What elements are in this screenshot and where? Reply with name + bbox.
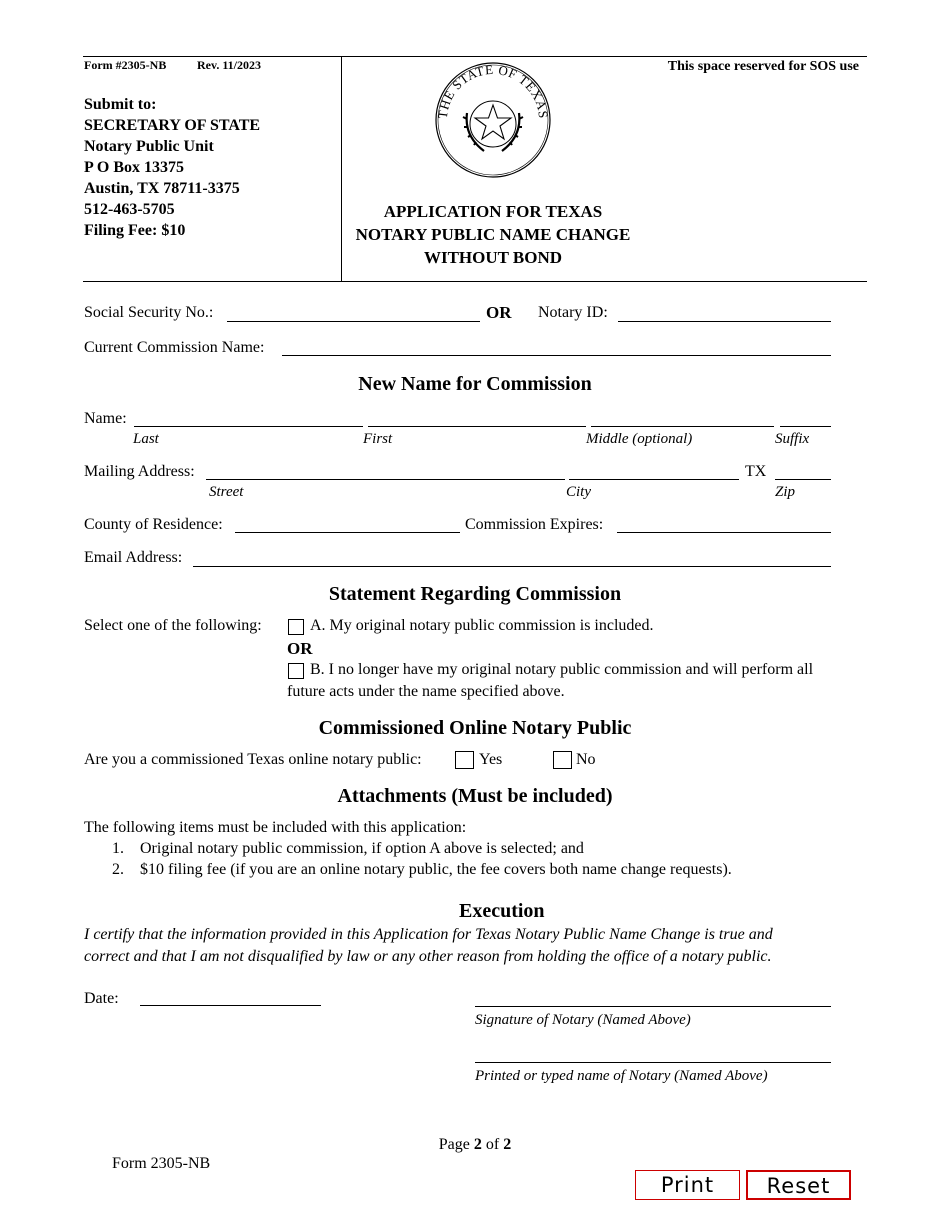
email-input[interactable]	[193, 566, 831, 567]
print-button[interactable]: Print	[635, 1170, 740, 1200]
online-yes-checkbox[interactable]	[455, 751, 474, 769]
current-name-input[interactable]	[282, 355, 831, 356]
page-number: 2	[473, 1136, 482, 1153]
certification-line-1: I certify that the information provided in this Application for Texas Notary Public Name Change is true and	[84, 926, 773, 943]
county-label: County of Residence:	[84, 516, 223, 533]
phone: 512-463-5705	[84, 201, 175, 218]
ssn-input[interactable]	[227, 321, 480, 322]
street-input[interactable]	[206, 479, 565, 480]
sos-name: SECRETARY OF STATE	[84, 117, 261, 134]
page-indicator	[0, 1136, 950, 1154]
online-no-checkbox[interactable]	[553, 751, 572, 769]
first-name-input[interactable]	[368, 426, 586, 427]
statement-heading: Statement Regarding Commission	[328, 583, 622, 605]
zip-input[interactable]	[775, 479, 831, 480]
notary-id-label: Notary ID:	[538, 304, 608, 321]
texas-state-seal	[434, 61, 552, 179]
city-input[interactable]	[569, 479, 739, 480]
last-name-input[interactable]	[134, 426, 363, 427]
title-line-2: NOTARY PUBLIC NAME CHANGE	[355, 225, 631, 244]
middle-name-input[interactable]	[591, 426, 774, 427]
attachment-item-2-num: 2.	[112, 861, 124, 878]
city-caption: City	[566, 484, 591, 500]
filing-fee: Filing Fee: $10	[84, 222, 186, 239]
submit-to-block	[84, 94, 260, 241]
option-b-label-line-2: future acts under the name specified above.	[287, 683, 565, 700]
sos-reserved-note: This space reserved for SOS use	[667, 59, 859, 74]
attachment-item-1-num: 1.	[112, 840, 124, 857]
commission-expires-label: Commission Expires:	[465, 516, 604, 533]
attachments-heading: Attachments (Must be included)	[337, 785, 613, 807]
city-state-zip: Austin, TX 78711-3375	[84, 180, 240, 197]
online-heading: Commissioned Online Notary Public	[318, 717, 632, 739]
page-total: 2	[503, 1136, 512, 1153]
page-of: of	[481, 1136, 504, 1153]
page-prefix: Page	[438, 1136, 474, 1153]
commission-expires-input[interactable]	[617, 532, 831, 533]
seal-text: THE STATE OF TEXAS	[434, 61, 552, 120]
zip-caption: Zip	[775, 484, 796, 500]
title-line-3: WITHOUT BOND	[423, 248, 563, 267]
option-a-checkbox[interactable]	[288, 619, 304, 635]
option-b-checkbox[interactable]	[288, 663, 304, 679]
statement-or-label: OR	[287, 639, 313, 658]
title-line-1: APPLICATION FOR TEXAS	[383, 202, 603, 221]
header-top-rule	[83, 56, 867, 57]
last-caption: Last	[133, 431, 159, 447]
certification-line-2: correct and that I am not disqualified by law or any other reason from holding the office of a notary public.	[84, 948, 772, 965]
middle-caption: Middle (optional)	[586, 431, 693, 447]
or-label: OR	[486, 303, 512, 322]
first-caption: First	[363, 431, 393, 447]
form-revision: Rev. 11/2023	[197, 58, 262, 72]
form-title	[341, 200, 645, 269]
unit-name: Notary Public Unit	[84, 138, 214, 155]
attachments-intro: The following items must be included with this application:	[84, 819, 467, 836]
printed-name-input[interactable]	[475, 1062, 831, 1063]
current-name-label: Current Commission Name:	[84, 339, 265, 356]
ssn-label: Social Security No.:	[84, 304, 214, 321]
form-number: Form #2305-NB	[84, 58, 167, 72]
submit-to-label: Submit to:	[84, 96, 157, 113]
date-label: Date:	[84, 990, 119, 1007]
suffix-input[interactable]	[780, 426, 831, 427]
reset-button[interactable]: Reset	[746, 1170, 851, 1200]
notary-id-input[interactable]	[618, 321, 831, 322]
mailing-address-label: Mailing Address:	[84, 463, 195, 480]
signature-line[interactable]	[475, 1006, 831, 1007]
online-question: Are you a commissioned Texas online notary public:	[84, 751, 422, 768]
option-b-label-line-1: B. I no longer have my original notary public commission and will perform all	[310, 661, 814, 678]
suffix-caption: Suffix	[775, 431, 810, 447]
online-yes-label: Yes	[479, 751, 503, 768]
option-a-label: A. My original notary public commission is included.	[310, 617, 654, 634]
po-box: P O Box 13375	[84, 159, 185, 176]
header-bottom-rule	[83, 281, 867, 282]
footer-form-label: Form 2305-NB	[112, 1155, 211, 1172]
state-value: TX	[745, 463, 767, 480]
attachment-item-1-text: Original notary public commission, if option A above is selected; and	[140, 840, 584, 857]
name-label: Name:	[84, 410, 127, 427]
county-input[interactable]	[235, 532, 460, 533]
svg-text:THE STATE OF TEXAS	[435, 62, 551, 120]
printed-name-caption: Printed or typed name of Notary (Named Above)	[475, 1068, 768, 1084]
attachment-item-2-text: $10 filing fee (if you are an online notary public, the fee covers both name change requests).	[140, 861, 732, 878]
signature-caption: Signature of Notary (Named Above)	[475, 1012, 691, 1028]
select-label: Select one of the following:	[84, 617, 262, 634]
date-input[interactable]	[140, 1005, 321, 1006]
street-caption: Street	[209, 484, 244, 500]
execution-heading: Execution	[459, 900, 545, 922]
email-label: Email Address:	[84, 549, 183, 566]
new-name-heading: New Name for Commission	[358, 373, 592, 395]
online-no-label: No	[576, 751, 596, 768]
